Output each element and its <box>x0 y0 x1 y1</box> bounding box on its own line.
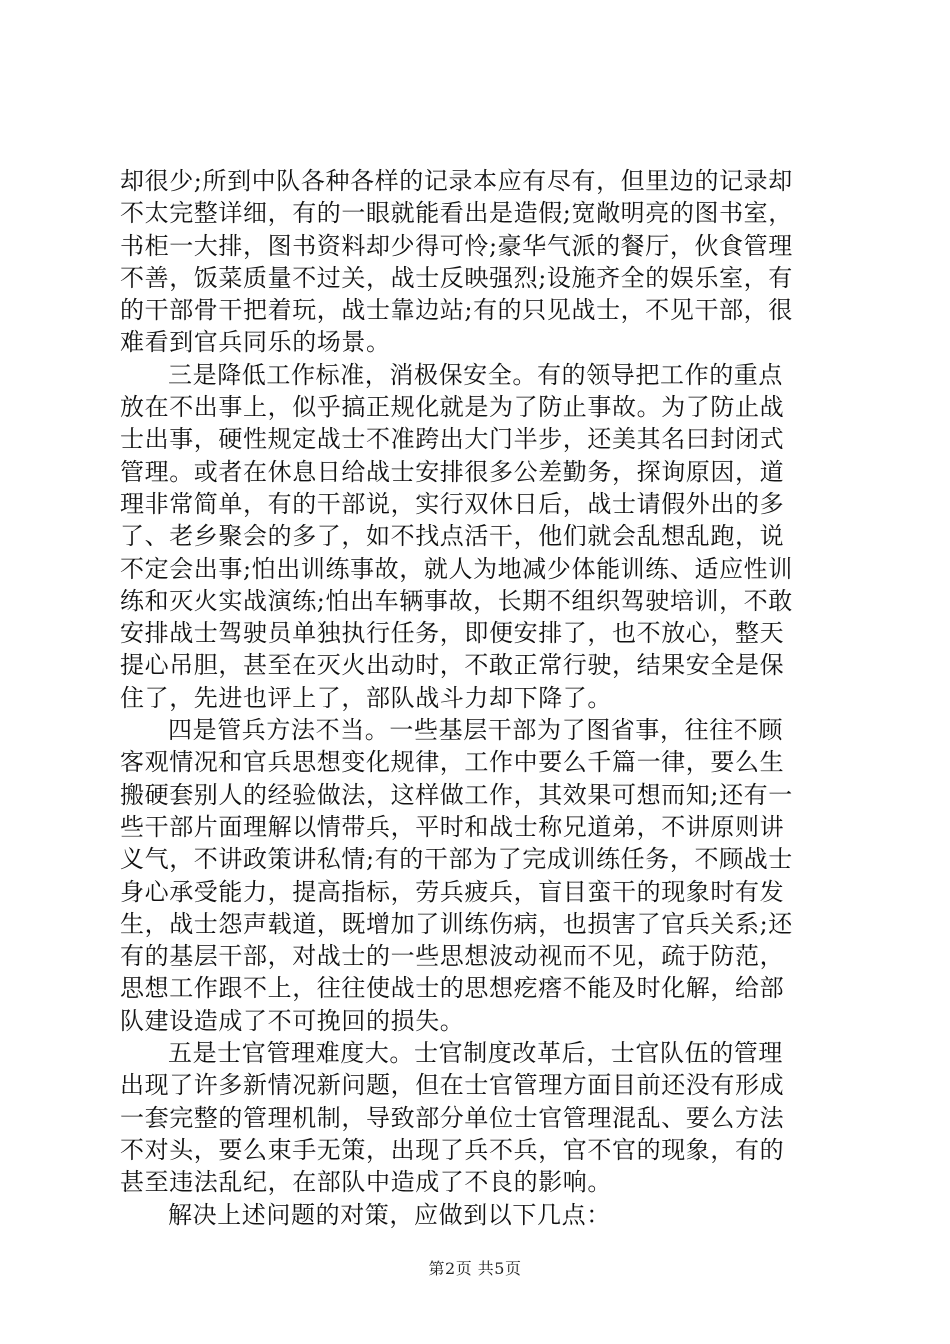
text-line: 练和灭火实战演练;怕出车辆事故，长期不组织驾驶培训，不敢 <box>120 586 793 615</box>
page-footer: 第2页 共5页 <box>428 1259 522 1278</box>
text-line: 难看到官兵同乐的场景。 <box>120 328 391 357</box>
text-line: 义气，不讲政策讲私情;有的干部为了完成训练任务，不顾战士 <box>120 845 793 874</box>
text-line: 提心吊胆，甚至在灭火出动时，不敢正常行驶，结果安全是保 <box>120 651 785 680</box>
text-line: 甚至违法乱纪，在部队中造成了不良的影响。 <box>120 1168 612 1197</box>
paragraph-first-line: 三是降低工作标准，消极保安全。有的领导把工作的重点 <box>168 360 783 389</box>
text-line: 队建设造成了不可挽回的损失。 <box>120 1006 465 1035</box>
text-line: 一套完整的管理机制，导致部分单位士官管理混乱、要么方法 <box>120 1103 785 1132</box>
text-line: 了、老乡聚会的多了，如不找点活干，他们就会乱想乱跑，说 <box>120 522 785 551</box>
text-line: 身心承受能力，提高指标，劳兵疲兵，盲目蛮干的现象时有发 <box>120 877 785 906</box>
text-line: 不对头，要么束手无策，出现了兵不兵，官不官的现象，有的 <box>120 1135 785 1164</box>
text-line: 的干部骨干把着玩，战士靠边站;有的只见战士，不见干部，很 <box>120 296 793 325</box>
text-line: 放在不出事上，似乎搞正规化就是为了防止事故。为了防止战 <box>120 393 785 422</box>
paragraph-first-line: 解决上述问题的对策，应做到以下几点： <box>168 1200 611 1229</box>
text-line: 却很少;所到中队各种各样的记录本应有尽有，但里边的记录却 <box>120 167 793 195</box>
paragraph-first-line: 五是士官管理难度大。士官制度改革后，士官队伍的管理 <box>168 1039 783 1068</box>
text-line: 管理。或者在休息日给战士安排很多公差勤务，探询原因，道 <box>120 457 785 486</box>
text-line: 不定会出事;怕出训练事故，就人为地减少体能训练、适应性训 <box>120 554 793 583</box>
text-line: 安排战士驾驶员单独执行任务，即便安排了，也不放心，整天 <box>120 619 785 648</box>
text-line: 有的基层干部，对战士的一些思想波动视而不见，疏于防范， <box>120 942 785 971</box>
text-line: 士出事，硬性规定战士不准跨出大门半步，还美其名曰封闭式 <box>120 425 785 454</box>
text-line: 理非常简单，有的干部说，实行双休日后，战士请假外出的多 <box>120 489 785 518</box>
text-line: 书柜一大排，图书资料却少得可怜;豪华气派的餐厅，伙食管理 <box>120 231 793 260</box>
document-body <box>120 165 840 1231</box>
text-line: 客观情况和官兵思想变化规律，工作中要么千篇一律，要么生 <box>120 748 785 777</box>
text-line: 搬硬套别人的经验做法，这样做工作，其效果可想而知;还有一 <box>120 780 793 809</box>
text-line: 出现了许多新情况新问题，但在士官管理方面目前还没有形成 <box>120 1071 785 1100</box>
text-line: 不善，饭菜质量不过关，战士反映强烈;设施齐全的娱乐室，有 <box>120 263 793 292</box>
text-line: 思想工作跟不上，往往使战士的思想疙瘩不能及时化解，给部 <box>120 974 785 1003</box>
paragraph-first-line: 四是管兵方法不当。一些基层干部为了图省事，往往不顾 <box>168 716 783 745</box>
text-line: 住了，先进也评上了，部队战斗力却下降了。 <box>120 683 612 712</box>
text-line: 生，战士怨声载道，既增加了训练伤病，也损害了官兵关系;还 <box>120 909 793 938</box>
text-line: 不太完整详细，有的一眼就能看出是造假;宽敞明亮的图书室， <box>120 199 793 228</box>
text-line: 些干部片面理解以情带兵，平时和战士称兄道弟，不讲原则讲 <box>120 812 785 841</box>
